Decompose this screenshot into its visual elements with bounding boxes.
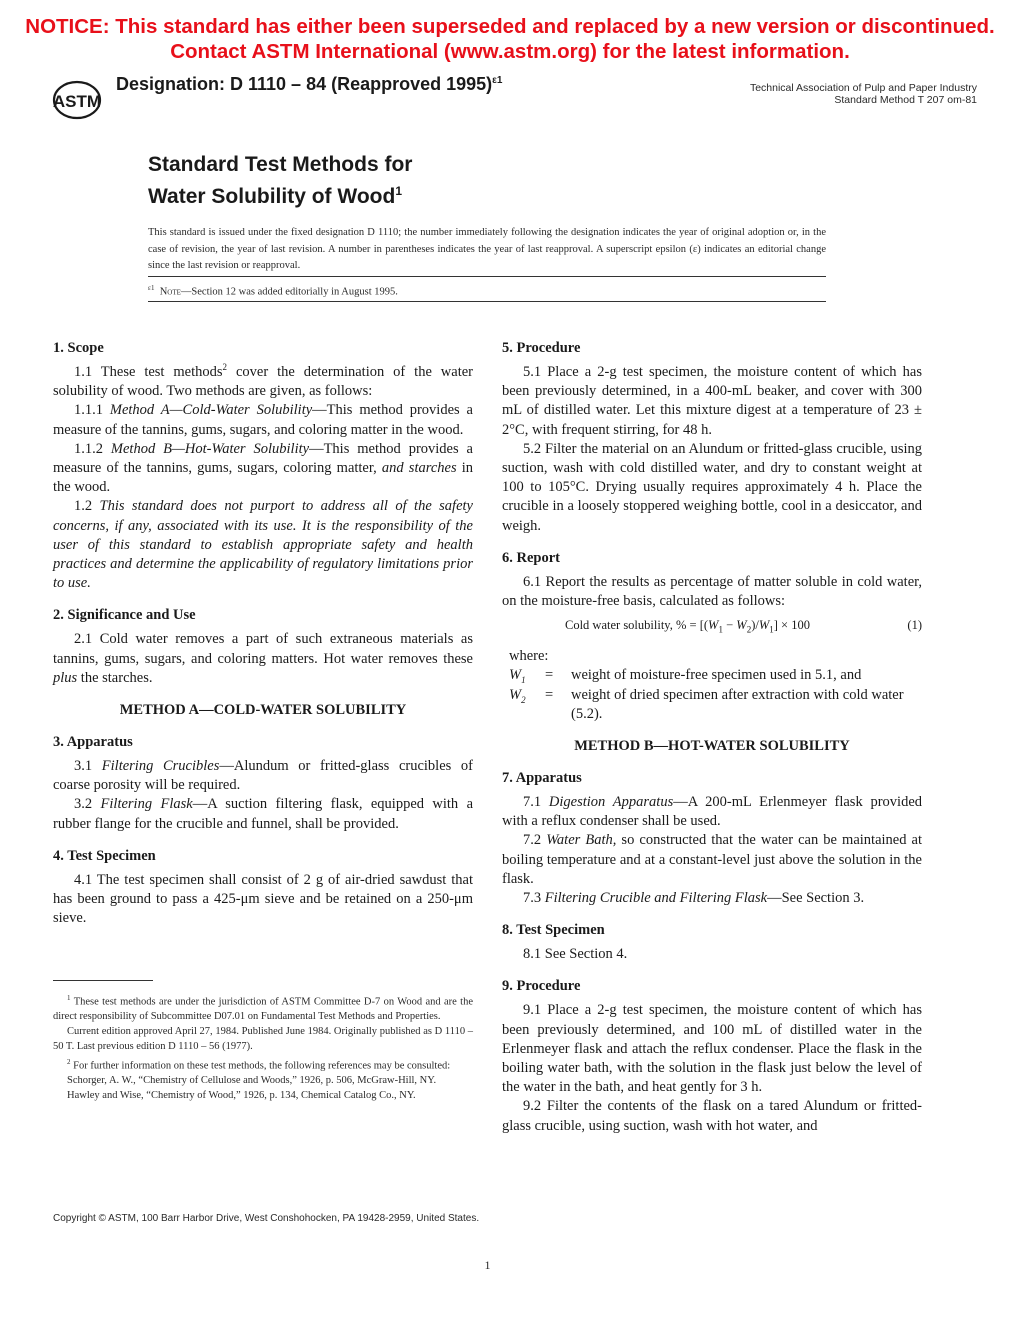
astm-logo xyxy=(52,80,102,120)
para-1-1-2: 1.1.2 Method B—Hot-Water Solubility—This method provides a measure of the tannins, gums, sugars, coloring matter, and starches in the wood. xyxy=(53,440,474,496)
note-sup: ε1 xyxy=(148,284,155,292)
section-7-heading: 7. Apparatus xyxy=(502,770,582,787)
divider-top xyxy=(148,276,826,277)
title-line-2: Water Solubility of Wood xyxy=(148,185,396,208)
document-title xyxy=(148,152,412,210)
para-9-1: 9.1 Place a 2-g test specimen, the moisture content of which has been previously determined, and 100 mL of distilled water in the Erlenmeyer flask and attach the reflux condenser. Place the flask in the boiling water bath, with the solution in the flask just below the level of the water in the bath, and heat gently for 3 h. xyxy=(502,1002,922,1096)
para-3-2: 3.2 Filtering Flask—A suction filtering flask, equipped with a rubber flange for the crucible and funnel, shall be provided. xyxy=(53,796,474,832)
para-4-1: 4.1 The test specimen shall consist of 2 g of air-dried sawdust that has been ground to pass a 425-μm sieve and be retained on a 250-μm sieve. xyxy=(53,871,473,927)
tappi-line-2: Standard Method T 207 om-81 xyxy=(834,93,977,106)
para-1-2: 1.2 This standard does not purport to address all of the safety concerns, if any, associated with its use. It is the responsibility of the user of this standard to establish appropriate safety and health practices and determine the applicability of regulatory limitations prior to use. xyxy=(53,498,473,592)
designation xyxy=(116,74,502,95)
designation-text: Designation: D 1110 – 84 (Reapproved 1995) xyxy=(116,74,493,94)
page-number: 1 xyxy=(484,1258,491,1272)
para-6-1: 6.1 Report the results as percentage of matter soluble in cold water, on the moisture-free basis, calculated as follows: xyxy=(502,573,922,610)
notice-line-2: Contact ASTM International (www.astm.org) for the latest information. xyxy=(170,40,850,63)
reference-1: Schorger, A. W., “Chemistry of Cellulose and Woods,” 1926, p. 506, McGraw-Hill, NY. xyxy=(67,1074,437,1086)
reference-2: Hawley and Wise, “Chemistry of Wood,” 1926, p. 134, Chemical Catalog Co., NY. xyxy=(67,1089,416,1101)
para-1-1-1: 1.1.1 Method A—Cold-Water Solubility—This method provides a measure of the tannins, gums, sugars, and coloring matter in the wood. xyxy=(53,402,473,438)
section-3-heading: 3. Apparatus xyxy=(53,734,133,751)
footnote-2: $^2$ For further information on these test methods, the following references may be consulted: xyxy=(67,1057,451,1072)
footnote-1b: Current edition approved April 27, 1984. Published June 1984. Originally published as D 1110 – 50 T. Last previous edition D 1110 – 56 (1977). xyxy=(53,1026,473,1052)
title-sup: 1 xyxy=(395,184,403,198)
where-w2: $W_2$ = weight of dried specimen after extraction with cold water (5.2). xyxy=(509,686,904,722)
note-label: Note xyxy=(159,286,181,298)
section-1-heading: 1. Scope xyxy=(53,340,104,356)
designation-sup: ε1 xyxy=(492,75,503,86)
footnote-1: $^1$ These test methods are under the jurisdiction of ASTM Committee D-7 on Wood and are the direct responsibility of Subcommittee D07.01 on Fundamental Test Methods and Properties. xyxy=(53,994,474,1023)
footnote-divider xyxy=(53,980,153,981)
para-8-1: 8.1 See Section 4. xyxy=(523,946,628,963)
method-a-heading: METHOD A—COLD-WATER SOLUBILITY xyxy=(119,702,407,719)
para-3-1: 3.1 Filtering Crucibles—Alundum or fritted-glass crucibles of coarse porosity will be required. xyxy=(53,758,474,794)
divider-bottom xyxy=(148,301,826,302)
editorial-note xyxy=(148,284,398,298)
right-column xyxy=(502,339,922,1136)
para-5-2: 5.2 Filter the material on an Alundum or fritted-glass crucible, using suction, wash with cold distilled water, and dry to constant weight at 100 to 105°C. Drying usually requires approximately 4 h. Place the crucible in a loosely stoppered weighing bottle, cool in a desiccator, and weigh. xyxy=(502,440,922,534)
where-w1: $W_1$ = weight of moisture-free specimen used in 5.1, and xyxy=(509,667,862,686)
para-9-2: 9.2 Filter the contents of the flask on a tared Alundum or fritted-glass crucible, using suction, wash with hot water, and xyxy=(502,1098,922,1134)
section-4-heading: 4. Test Specimen xyxy=(53,847,156,864)
method-b-heading: METHOD B—HOT-WATER SOLUBILITY xyxy=(574,738,850,755)
issuance-statement: This standard is issued under the fixed designation D 1110; the number immediately following the designation indicates the year of original adoption or, in the case of revision, the year of last revision. A number in parentheses indicates the year of last reapproval. A superscript epsilon (ε) indicates an editorial change since the last revision or reapproval. xyxy=(148,227,826,271)
section-5-heading: 5. Procedure xyxy=(502,340,581,356)
notice-line-1: NOTICE: This standard has either been superseded and replaced by a new version or discontinued. xyxy=(25,15,995,38)
left-column xyxy=(53,339,473,928)
notice-banner xyxy=(0,14,1020,64)
para-2-1: 2.1 Cold water removes a part of such extraneous materials as tannins, gums, sugars, and coloring matters. Hot water removes these plus the starches. xyxy=(53,631,473,686)
where-label: where: xyxy=(509,648,549,665)
tappi-line-1: Technical Association of Pulp and Paper Industry xyxy=(749,82,977,94)
para-7-2: 7.2 Water Bath, so constructed that the water can be maintained at boiling temperature and at a constant-level just above the solution in the flask. xyxy=(502,832,922,887)
para-1-1: 1.1 These test methods$^2$ cover the determination of the water solubility of wood. Two methods are given, as follows: xyxy=(53,362,473,400)
section-9-heading: 9. Procedure xyxy=(502,978,581,995)
para-5-1: 5.1 Place a 2-g test specimen, the moisture content of which has been previously determined, in a 400-mL beaker, and cover with 300 mL of distilled water. Let this mixture digest at a temperature of 23 ± 2°C, with frequent stirring, for 48 h. xyxy=(502,364,922,438)
equation-1: Cold water solubility, % = $[(W_1 - W_2)/W_1] \times 100$ (1) xyxy=(565,618,922,635)
para-7-3: 7.3 Filtering Crucible and Filtering Flask—See Section 3. xyxy=(523,890,865,907)
section-6-heading: 6. Report xyxy=(502,549,560,566)
note-text: —Section 12 was added editorially in August 1995. xyxy=(180,286,398,298)
footnotes xyxy=(53,991,473,1104)
section-2-heading: 2. Significance and Use xyxy=(53,607,196,624)
equation-number: (1) xyxy=(907,618,922,633)
copyright: Copyright © ASTM, 100 Barr Harbor Drive, West Conshohocken, PA 19428-2959, United States. xyxy=(53,1213,480,1224)
title-line-1: Standard Test Methods for xyxy=(148,153,413,176)
logo-text: ASTM xyxy=(52,92,102,111)
tappi-reference xyxy=(750,83,977,106)
section-8-heading: 8. Test Specimen xyxy=(502,922,605,939)
para-7-1: 7.1 Digestion Apparatus—A 200-mL Erlenmeyer flask provided with a reflux condenser shall be used. xyxy=(502,794,923,830)
